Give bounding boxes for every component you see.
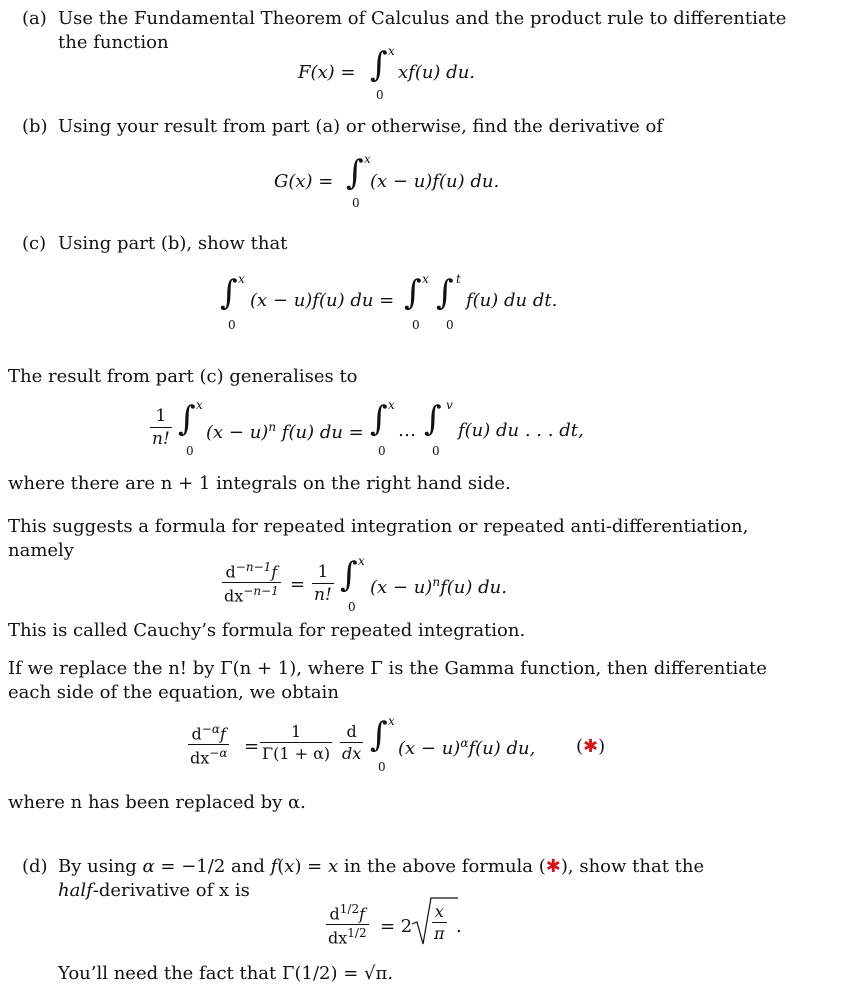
- suggest-text-line1: This suggests a formula for repeated integration or repeated anti-differentiation,: [8, 516, 749, 537]
- generalise-rhs-lower-1: 0: [378, 444, 386, 458]
- generalise-text: The result from part (c) generalises to: [8, 366, 358, 387]
- integral-sign: ∫: [370, 45, 388, 85]
- part-a-integrand: xf(u) du.: [398, 62, 476, 83]
- gamma-integrand: $(x - u)^\alpha f(u)$ du,: [398, 736, 536, 759]
- part-b-integrand: (x − u)f(u) du.: [370, 171, 500, 192]
- generalise-rhs-lower-2: 0: [432, 444, 440, 458]
- part-c-rhs-upper-2: t: [456, 272, 461, 286]
- part-c-rhs-lower-2: 0: [446, 318, 454, 332]
- part-b-lower-limit: 0: [352, 196, 360, 210]
- suggest-fraction: $\frac{1}{n!}$: [314, 562, 332, 605]
- suggest-derivative: $\frac{d^{-n-1}f}{dx^{-n-1}}$: [224, 560, 279, 606]
- part-d-sqrt-fraction: $\frac{x}{\pi}$: [434, 902, 445, 943]
- part-a-text-line1: Use the Fundamental Theorem of Calculus and the product rule to differentiate: [58, 8, 787, 29]
- part-d-note: You’ll need the fact that Γ(1/2) = √π.: [58, 963, 394, 984]
- integral-sign: ∫: [370, 399, 388, 439]
- integral-sign: ∫: [340, 555, 358, 595]
- part-c-rhs-integrand: f(u) du dt.: [466, 290, 558, 311]
- part-c-rhs-upper-1: x: [422, 272, 429, 286]
- part-d-derivative: $\frac{d^{1/2}f}{dx^{1/2}}$: [328, 902, 367, 948]
- part-d-rhs-coef: = 2: [380, 916, 413, 937]
- suggest-lower: 0: [348, 600, 356, 614]
- part-a-lhs: F(x) =: [298, 62, 356, 83]
- integral-sign: ∫: [220, 273, 238, 313]
- suggest-equals: =: [290, 574, 306, 595]
- integral-sign: ∫: [436, 273, 454, 313]
- part-c-label: (c): [22, 233, 47, 254]
- gamma-equals: =: [244, 736, 260, 757]
- part-d-text-line2: half-derivative of x is: [58, 880, 250, 901]
- integral-sign: ∫: [370, 715, 388, 755]
- part-a-lower-limit: 0: [376, 88, 384, 102]
- part-b-upper-limit: x: [364, 152, 371, 166]
- star-icon: ✱: [545, 856, 561, 877]
- part-a-upper-limit: x: [388, 44, 395, 58]
- part-c-lhs-lower: 0: [228, 318, 236, 332]
- part-b-text: Using your result from part (a) or otherwise, find the derivative of: [58, 116, 664, 137]
- generalise-lhs-integrand: $(x - u)^n$ f(u) du =: [206, 420, 364, 443]
- part-b-label: (b): [22, 116, 48, 137]
- gamma-fraction-2: $\frac{d}{dx}$: [342, 722, 362, 763]
- integral-sign: ∫: [404, 273, 422, 313]
- generalise-rhs-integrand: f(u) du . . . dt,: [458, 420, 584, 441]
- part-c-text: Using part (b), show that: [58, 233, 288, 254]
- generalise-after: where there are n + 1 integrals on the right hand side.: [8, 473, 511, 494]
- part-c-lhs-upper: x: [238, 272, 245, 286]
- suggest-upper: x: [358, 554, 365, 568]
- gamma-upper: x: [388, 714, 395, 728]
- part-d-text-line1: By using α = −1/2 and f(x) = x in the above formula (✱), show that the: [58, 856, 705, 877]
- integral-sign: ∫: [424, 399, 442, 439]
- integral-sign: ∫: [178, 399, 196, 439]
- part-a-text-line2: the function: [58, 32, 169, 53]
- suggest-integrand: $(x - u)^nf(u)$ du.: [370, 575, 507, 598]
- period: .: [456, 916, 462, 937]
- gamma-derivative: $\frac{d^{-\alpha}f}{dx^{-\alpha}}$: [190, 722, 228, 768]
- generalise-dots: …: [398, 420, 416, 441]
- generalise-frac-num: 1: [150, 406, 172, 428]
- generalise-rhs-upper-2: v: [446, 398, 453, 412]
- equation-marker: (✱): [576, 736, 606, 757]
- gamma-text-line2: each side of the equation, we obtain: [8, 682, 339, 703]
- star-icon: ✱: [583, 736, 599, 757]
- part-b-lhs: G(x) =: [274, 171, 334, 192]
- part-d-label: (d): [22, 856, 48, 877]
- gamma-after: where n has been replaced by α.: [8, 792, 306, 813]
- generalise-frac-den: n!: [152, 429, 170, 449]
- integral-sign: ∫: [346, 153, 364, 193]
- generalise-upper: x: [196, 398, 203, 412]
- cauchy-text: This is called Cauchy’s formula for repeated integration.: [8, 620, 526, 641]
- generalise-lower: 0: [186, 444, 194, 458]
- part-a-label: (a): [22, 8, 47, 29]
- gamma-lower: 0: [378, 760, 386, 774]
- part-c-lhs-integrand: (x − u)f(u) du =: [250, 290, 395, 311]
- suggest-text-line2: namely: [8, 540, 74, 561]
- generalise-fraction: [150, 406, 172, 449]
- gamma-text-line1: If we replace the n! by Γ(n + 1), where Γ is the Gamma function, then differentiate: [8, 658, 767, 679]
- generalise-rhs-upper-1: x: [388, 398, 395, 412]
- gamma-fraction-1: $\frac{1}{\Gamma(1 + \alpha)}$: [262, 722, 331, 763]
- part-c-rhs-lower-1: 0: [412, 318, 420, 332]
